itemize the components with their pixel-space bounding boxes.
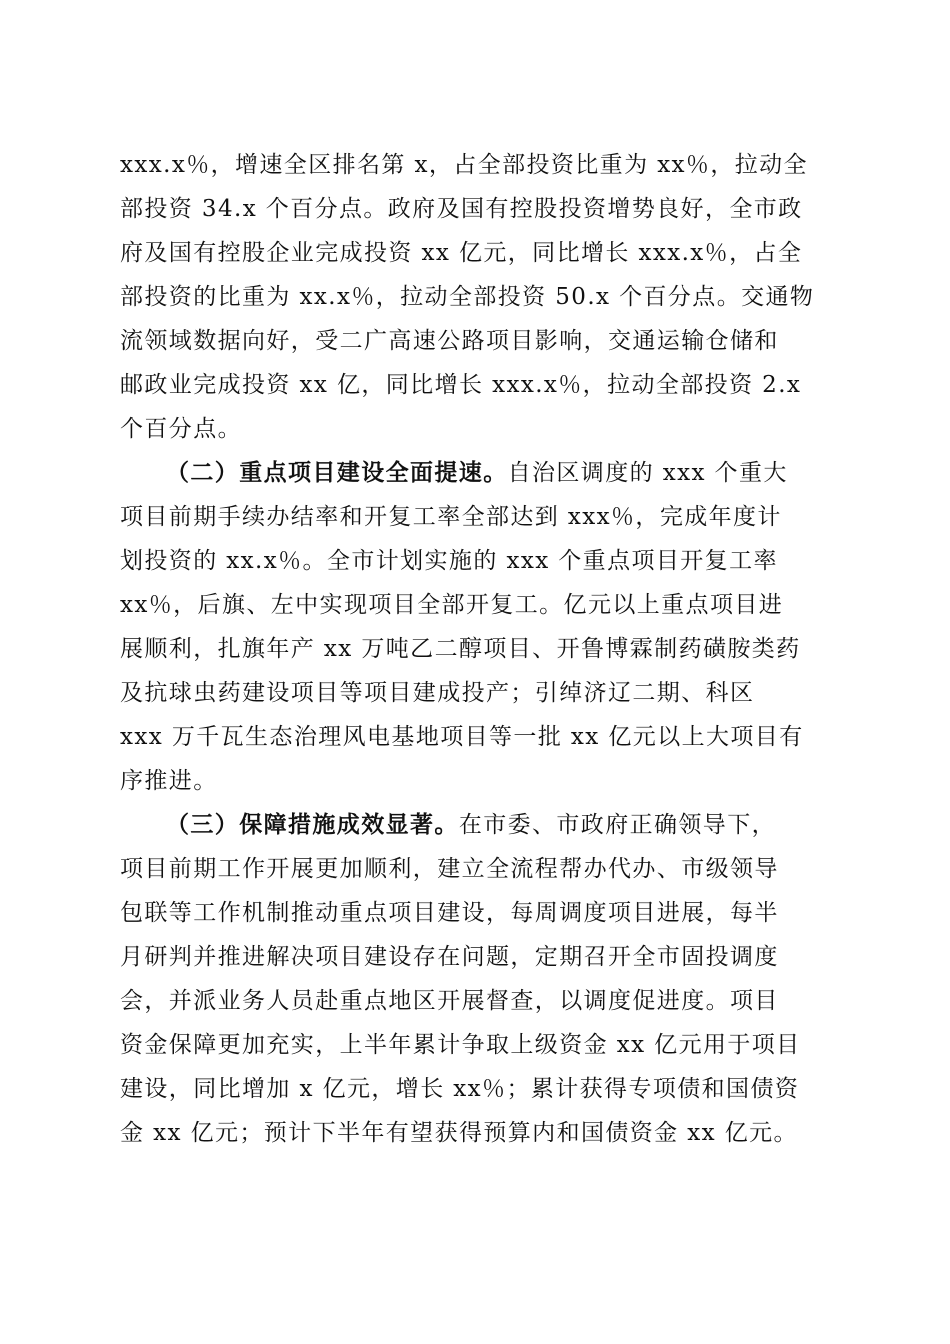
text-line: 部投资的比重为 xx.x％，拉动全部投资 50.x 个百分点。交通物 [120,284,815,310]
text-line: 项目前期工作开展更加顺利，建立全流程帮办代办、市级领导 [120,856,779,882]
paragraph-safeguards [120,803,826,1155]
text-line: 金 xx 亿元；预计下半年有望获得预算内和国债资金 xx 亿元。 [120,1120,798,1146]
text-line: 会，并派业务人员赴重点地区开展督查，以调度促进度。项目 [120,988,779,1014]
section-heading-3: （三）保障措施成效显著。 [166,811,459,838]
text-line [120,803,826,847]
paragraph-key-projects [120,451,826,803]
text-line: 包联等工作机制推动重点项目建设，每周调度项目进展，每半 [120,900,779,926]
text-line: 部投资 34.x 个百分点。政府及国有控股投资增势良好，全市政 [120,196,803,222]
paragraph-investment [120,143,826,451]
heading-line-rest: 自治区调度的 xxx 个重大 [507,460,788,486]
text-line: 项目前期手续办结率和开复工率全部达到 xxx％，完成年度计 [120,504,782,530]
text-line: 个百分点。 [120,416,242,442]
text-line: xxx 万千瓦生态治理风电基地项目等一批 xx 亿元以上大项目有 [120,724,804,750]
text-line: 邮政业完成投资 xx 亿，同比增长 xxx.x％，拉动全部投资 2.x [120,372,802,398]
text-line: 资金保障更加充实，上半年累计争取上级资金 xx 亿元用于项目 [120,1032,801,1058]
heading-line-rest: 在市委、市政府正确领导下， [458,812,777,838]
text-line: 月研判并推进解决项目建设存在问题，定期召开全市固投调度 [120,944,779,970]
section-heading-2: （二）重点项目建设全面提速。 [166,459,508,486]
text-line [120,451,826,495]
text-line: xxx.x％，增速全区排名第 x，占全部投资比重为 xx％，拉动全 [120,152,808,178]
text-line: 展顺利，扎旗年产 xx 万吨乙二醇项目、开鲁博霖制药磺胺类药 [120,636,801,662]
text-line: 流领域数据向好，受二广高速公路项目影响，交通运输仓储和 [120,328,779,354]
text-line: 划投资的 xx.x％。全市计划实施的 xxx 个重点项目开复工率 [120,548,778,574]
text-line: 建设，同比增加 x 亿元，增长 xx％；累计获得专项债和国债资 [120,1076,800,1102]
text-line: 序推进。 [120,768,218,794]
text-line: 府及国有控股企业完成投资 xx 亿元，同比增长 xxx.x％，占全 [120,240,803,266]
text-line: xx％，后旗、左中实现项目全部开复工。亿元以上重点项目进 [120,592,784,618]
document-body [120,143,826,1155]
text-line: 及抗球虫药建设项目等项目建成投产；引绰济辽二期、科区 [120,680,755,706]
